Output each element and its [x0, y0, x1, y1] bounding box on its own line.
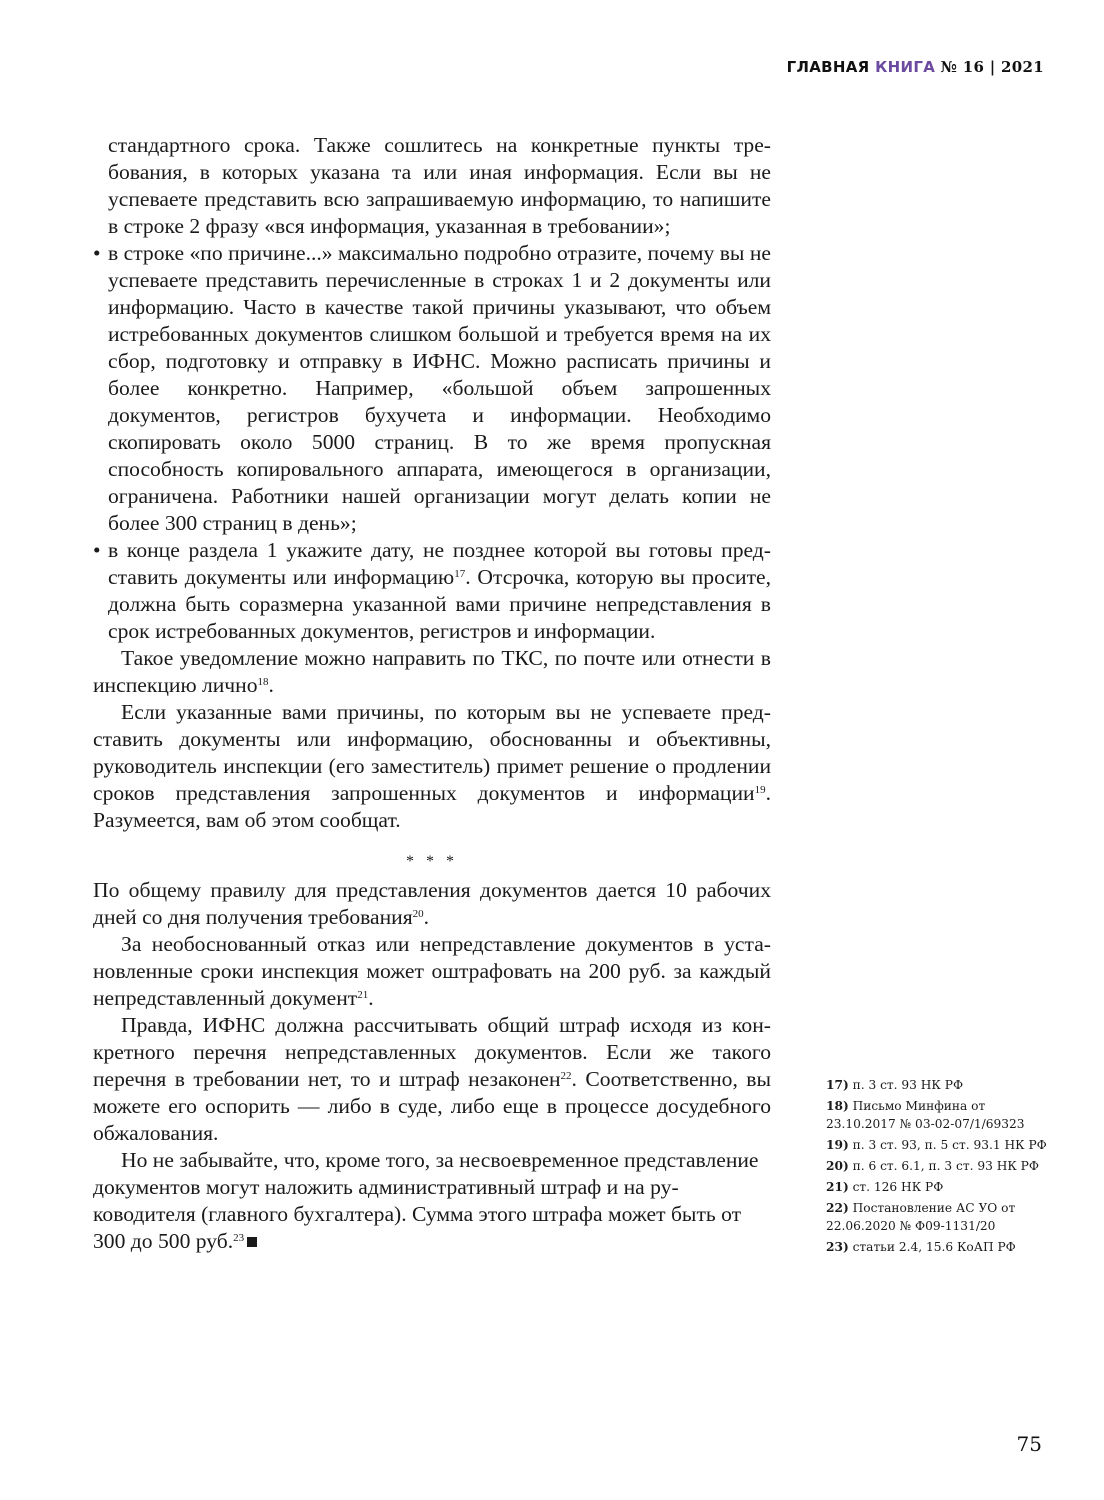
footnote-ref[interactable]: 19	[754, 784, 766, 796]
paragraph-text: . Разумеется, вам об этом сообщат.	[93, 781, 771, 832]
brand-name-part1: ГЛАВНАЯ	[786, 58, 870, 76]
paragraph	[93, 645, 771, 699]
bullet-text: . Отсрочка, которую вы просите, должна быть соразмерна указанной вами причине непредставления в срок истребованных документов, регистров и информации.	[108, 565, 772, 643]
paragraph-text: Если указанные вами причины, по которым вы не успеваете представить документы или информацию, обоснованны и объективны, руководитель инспекции (его заместитель) примет решение о продлении сроков представления запрошенных документов и информации	[93, 700, 771, 805]
footnote-23: 23) статьи 2.4, 15.6 КоАП РФ	[826, 1240, 1016, 1254]
end-of-article-square-icon	[247, 1237, 257, 1247]
paragraph-text: . Соответственно, вы можете его оспорить — либо в суде, либо еще в процессе досудебного обжалования.	[93, 1067, 771, 1145]
paragraph-text: За необоснованный отказ или непредставление документов в установленные сроки инспекция может оштрафовать на 200 руб. за каждый непредставленный документ	[93, 932, 771, 1010]
article-body	[93, 132, 771, 1255]
paragraph-text: .	[368, 986, 374, 1010]
section-separator: * * *	[406, 853, 458, 870]
paragraph	[93, 931, 771, 1012]
issue-number: № 16 | 2021	[940, 58, 1044, 76]
footnote-17: 17) п. 3 ст. 93 НК РФ	[826, 1078, 964, 1092]
paragraph-text: Правда, ИФНС должна рассчитывать общий штраф исходя из конкретного перечня непредставленных документов. Если же такого перечня в требовании нет, то и штраф незаконен	[93, 1013, 771, 1091]
paragraph	[93, 1012, 771, 1147]
bullet-item	[93, 537, 771, 645]
paragraph-text: Такое уведомление можно направить по ТКС, по почте или отнести в инспекцию лично	[93, 646, 771, 697]
brand-name-part2: КНИГА	[875, 58, 936, 76]
footnote-22: 22) Постановление АС УО от 22.06.2020 № Ф09-1131/20	[826, 1201, 1016, 1233]
paragraph	[93, 1147, 771, 1255]
paragraph-text: .	[268, 673, 274, 697]
paragraph-continuation: стандартного срока. Также сошлитесь на конкретные пункты требования, в которых указана та или иная информация. Если вы не успеваете представить всю запрашиваемую информацию, то напишите в строке 2 фразу «вся информация, указанная в требовании»;	[108, 133, 771, 238]
footnote-18: 18) Письмо Минфина от 23.10.2017 № 03-02-07/1/69323	[826, 1099, 1025, 1131]
paragraph-text: .	[423, 905, 430, 929]
paragraph	[93, 877, 771, 931]
bullet-icon: •	[93, 241, 101, 265]
paragraph-text: По общему правилу для представления документов дается 10 рабочих дней со дня получения требования	[93, 878, 771, 929]
paragraph	[93, 699, 771, 834]
footnote-ref[interactable]: 23	[233, 1232, 245, 1244]
footnote-ref[interactable]: 21	[357, 989, 369, 1001]
bullet-text: в конце раздела 1 укажите дату, не позднее которой вы готовы представить документы или информацию	[108, 538, 771, 589]
footnote-21: 21) ст. 126 НК РФ	[826, 1180, 944, 1194]
bullet-text: в строке «по причине...» максимально подробно отразите, почему вы не успеваете представить перечисленные в строках 1 и 2 документы или информацию. Часто в качестве такой причины указывают, что объем истребованных документов слишком большой и требуется время на их сбор, подготовку и отправку в ИФНС. Можно расписать причины и более конкретно. Например, «большой объем запрошенных документов, регистров бухучета и информации. Необходимо скопировать около 5000 страниц. В то же время пропускная способность копировального аппарата, имеющегося в организации, ограничена. Работники нашей организации могут делать копии не более 300 страниц в день»;	[108, 241, 771, 535]
bullet-icon: •	[93, 538, 101, 562]
footnote-ref[interactable]: 17	[454, 568, 466, 580]
paragraph-text: Но не забывайте, что, кроме того, за несвоевременное представление документов могут наложить административный штраф и на руководителя (главного бухгалтера). Сумма этого штрафа может быть от 300 до 500 руб.	[93, 1148, 759, 1253]
footnote-ref[interactable]: 22	[560, 1070, 572, 1082]
footnotes-sidebar	[826, 1076, 1056, 1259]
page-number: 75	[1016, 1432, 1042, 1456]
footnote-ref[interactable]: 18	[257, 676, 269, 688]
footnote-ref[interactable]: 20	[412, 908, 424, 920]
running-header	[787, 58, 1044, 76]
bullet-item	[93, 240, 771, 537]
footnote-19: 19) п. 3 ст. 93, п. 5 ст. 93.1 НК РФ	[826, 1138, 1047, 1152]
footnote-20: 20) п. 6 ст. 6.1, п. 3 ст. 93 НК РФ	[826, 1159, 1040, 1173]
